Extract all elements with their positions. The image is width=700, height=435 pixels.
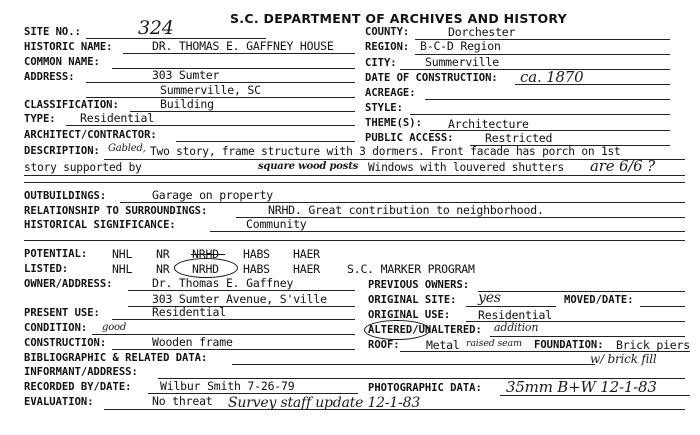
moved-date-label: MOVED/DATE: [564,294,634,306]
outbuildings-label: OUTBUILDINGS: [24,190,107,202]
owner-line2: 303 Sumter Avenue, S'ville [152,292,327,306]
historic-name-value: DR. THOMAS E. GAFFNEY HOUSE [152,39,334,53]
classification-line [130,111,355,112]
evaluation-value: No threat [152,394,213,408]
description-label: DESCRIPTION: [24,145,100,157]
classification-value: Building [160,97,214,111]
description-handwritten-windows: are 6/6 ? [590,157,655,175]
altered-value: addition [494,321,539,334]
public-access-label: PUBLIC ACCESS: [365,132,454,144]
foundation-handwritten: w/ brick fill [590,352,657,366]
description-line1: Two story, frame structure with 3 dormers. Front facade has porch on 1st [150,145,621,158]
construction-line [112,349,355,350]
address-line2: Summerville, SC [160,83,261,97]
potential-nhl: NHL [112,247,133,261]
section-divider [24,240,685,241]
description-handwritten-posts: square wood posts [258,161,359,172]
city-value: Summerville [425,55,499,69]
form-title: S.C. DEPARTMENT OF ARCHIVES AND HISTORY [230,11,568,26]
evaluation-label: EVALUATION: [24,396,94,408]
listed-haer: HAER [293,262,320,276]
recorded-by-value: Wilbur Smith 7-26-79 [160,379,295,393]
date-line [515,84,670,85]
bibliographic-label: BIBLIOGRAPHIC & RELATED DATA: [24,352,208,364]
construction-label: CONSTRUCTION: [24,337,107,349]
marker-program-label: S.C. MARKER PROGRAM [347,262,475,276]
listed-habs: HABS [243,262,270,276]
roof-label: ROOF: [368,339,400,351]
altered-circle [364,320,430,340]
condition-value: good [102,322,127,333]
listed-label: LISTED: [24,263,69,275]
recorded-by-label: RECORDED BY/DATE: [24,381,132,393]
architect-line [176,141,355,142]
listed-nrhd: NRHD [192,262,219,276]
significance-line [210,231,685,232]
listed-nhl: NHL [112,262,133,276]
description-line2b: Windows with louvered shutters [368,161,565,174]
present-use-line [112,319,355,320]
description-line2a: story supported by [24,161,142,174]
foundation-value: Brick piers [616,338,690,352]
acreage-label: ACREAGE: [365,87,416,99]
potential-nr: NR [156,247,170,261]
listed-nrhd-circle [174,258,238,278]
relationship-value: NRHD. Great contribution to neighborhood. [268,203,544,217]
altered-label: ALTERED/UNALTERED: [368,324,482,336]
acreage-line [425,99,670,100]
listed-nr: NR [156,262,170,276]
classification-label: CLASSIFICATION: [24,99,119,111]
informant-label: INFORMANT/ADDRESS: [24,366,138,378]
original-site-line [466,306,556,307]
date-of-construction-label: DATE OF CONSTRUCTION: [365,72,498,84]
outbuildings-value: Garage on property [152,188,274,202]
previous-owners-label: PREVIOUS OWNERS: [368,279,470,291]
region-label: REGION: [365,41,410,53]
owner-line1-rule [128,290,355,291]
potential-label: POTENTIAL: [24,248,88,260]
owner-line1: Dr. Thomas E. Gaffney [152,276,294,290]
evaluation-handwritten: Survey staff update 12-1-83 [228,395,421,411]
description-bottom-rule [24,182,685,183]
date-of-construction-value: ca. 1870 [520,68,584,86]
photographic-data-value: 35mm B+W 12-1-83 [506,378,657,396]
city-label: CITY: [365,57,397,69]
condition-label: CONDITION: [24,322,88,334]
style-line [410,114,670,115]
significance-value: Community [246,217,307,231]
region-value: B-C-D Region [420,39,501,53]
description-line2-rule [24,175,685,176]
construction-value: Wooden frame [152,335,233,349]
county-value: Dorchester [448,25,516,39]
public-access-value: Restricted [485,131,553,145]
previous-owners-line [478,291,685,292]
owner-label: OWNER/ADDRESS: [24,278,113,290]
address-line1: 303 Sumter [152,68,220,82]
style-label: STYLE: [365,102,403,114]
photographic-data-line [500,395,690,396]
evaluation-line [104,409,685,410]
potential-haer: HAER [293,247,320,261]
roof-value: Metal [426,338,460,352]
original-site-value: yes [478,290,501,306]
potential-habs: HABS [243,247,270,261]
roof-handwritten: raised seam [466,338,522,349]
original-site-label: ORIGINAL SITE: [368,294,457,306]
bibliographic-line [232,364,595,365]
altered-line [490,336,685,337]
significance-label: HISTORICAL SIGNIFICANCE: [24,219,176,231]
site-no-value: 324 [138,17,174,39]
architect-label: ARCHITECT/CONTRACTOR: [24,129,157,141]
relationship-label: RELATIONSHIP TO SURROUNDINGS: [24,205,208,217]
theme-value: Architecture [448,117,529,131]
common-name-line [112,68,355,69]
potential-nrhd: NRHD [192,247,219,261]
historic-name-line [123,53,355,54]
county-label: COUNTY: [365,26,410,38]
original-use-label: ORIGINAL USE: [368,309,451,321]
present-use-label: PRESENT USE: [24,307,100,319]
potential-nrhd-strike [191,254,225,255]
foundation-label: FOUNDATION: [534,339,604,351]
photographic-data-label: PHOTOGRAPHIC DATA: [368,382,482,394]
present-use-value: Residential [152,305,226,319]
address-label: ADDRESS: [24,71,75,83]
theme-label: THEME(S): [365,117,422,129]
site-no-label: SITE NO.: [24,26,81,38]
type-value: Residential [80,111,154,125]
original-use-value: Residential [478,308,552,322]
moved-date-line [640,306,685,307]
description-handwritten-gabled: Gabled, [108,143,146,154]
historic-name-label: HISTORIC NAME: [24,41,113,53]
type-line [66,125,355,126]
address-line2-rule [86,97,355,98]
type-label: TYPE: [24,113,56,125]
common-name-label: COMMON NAME: [24,56,100,68]
